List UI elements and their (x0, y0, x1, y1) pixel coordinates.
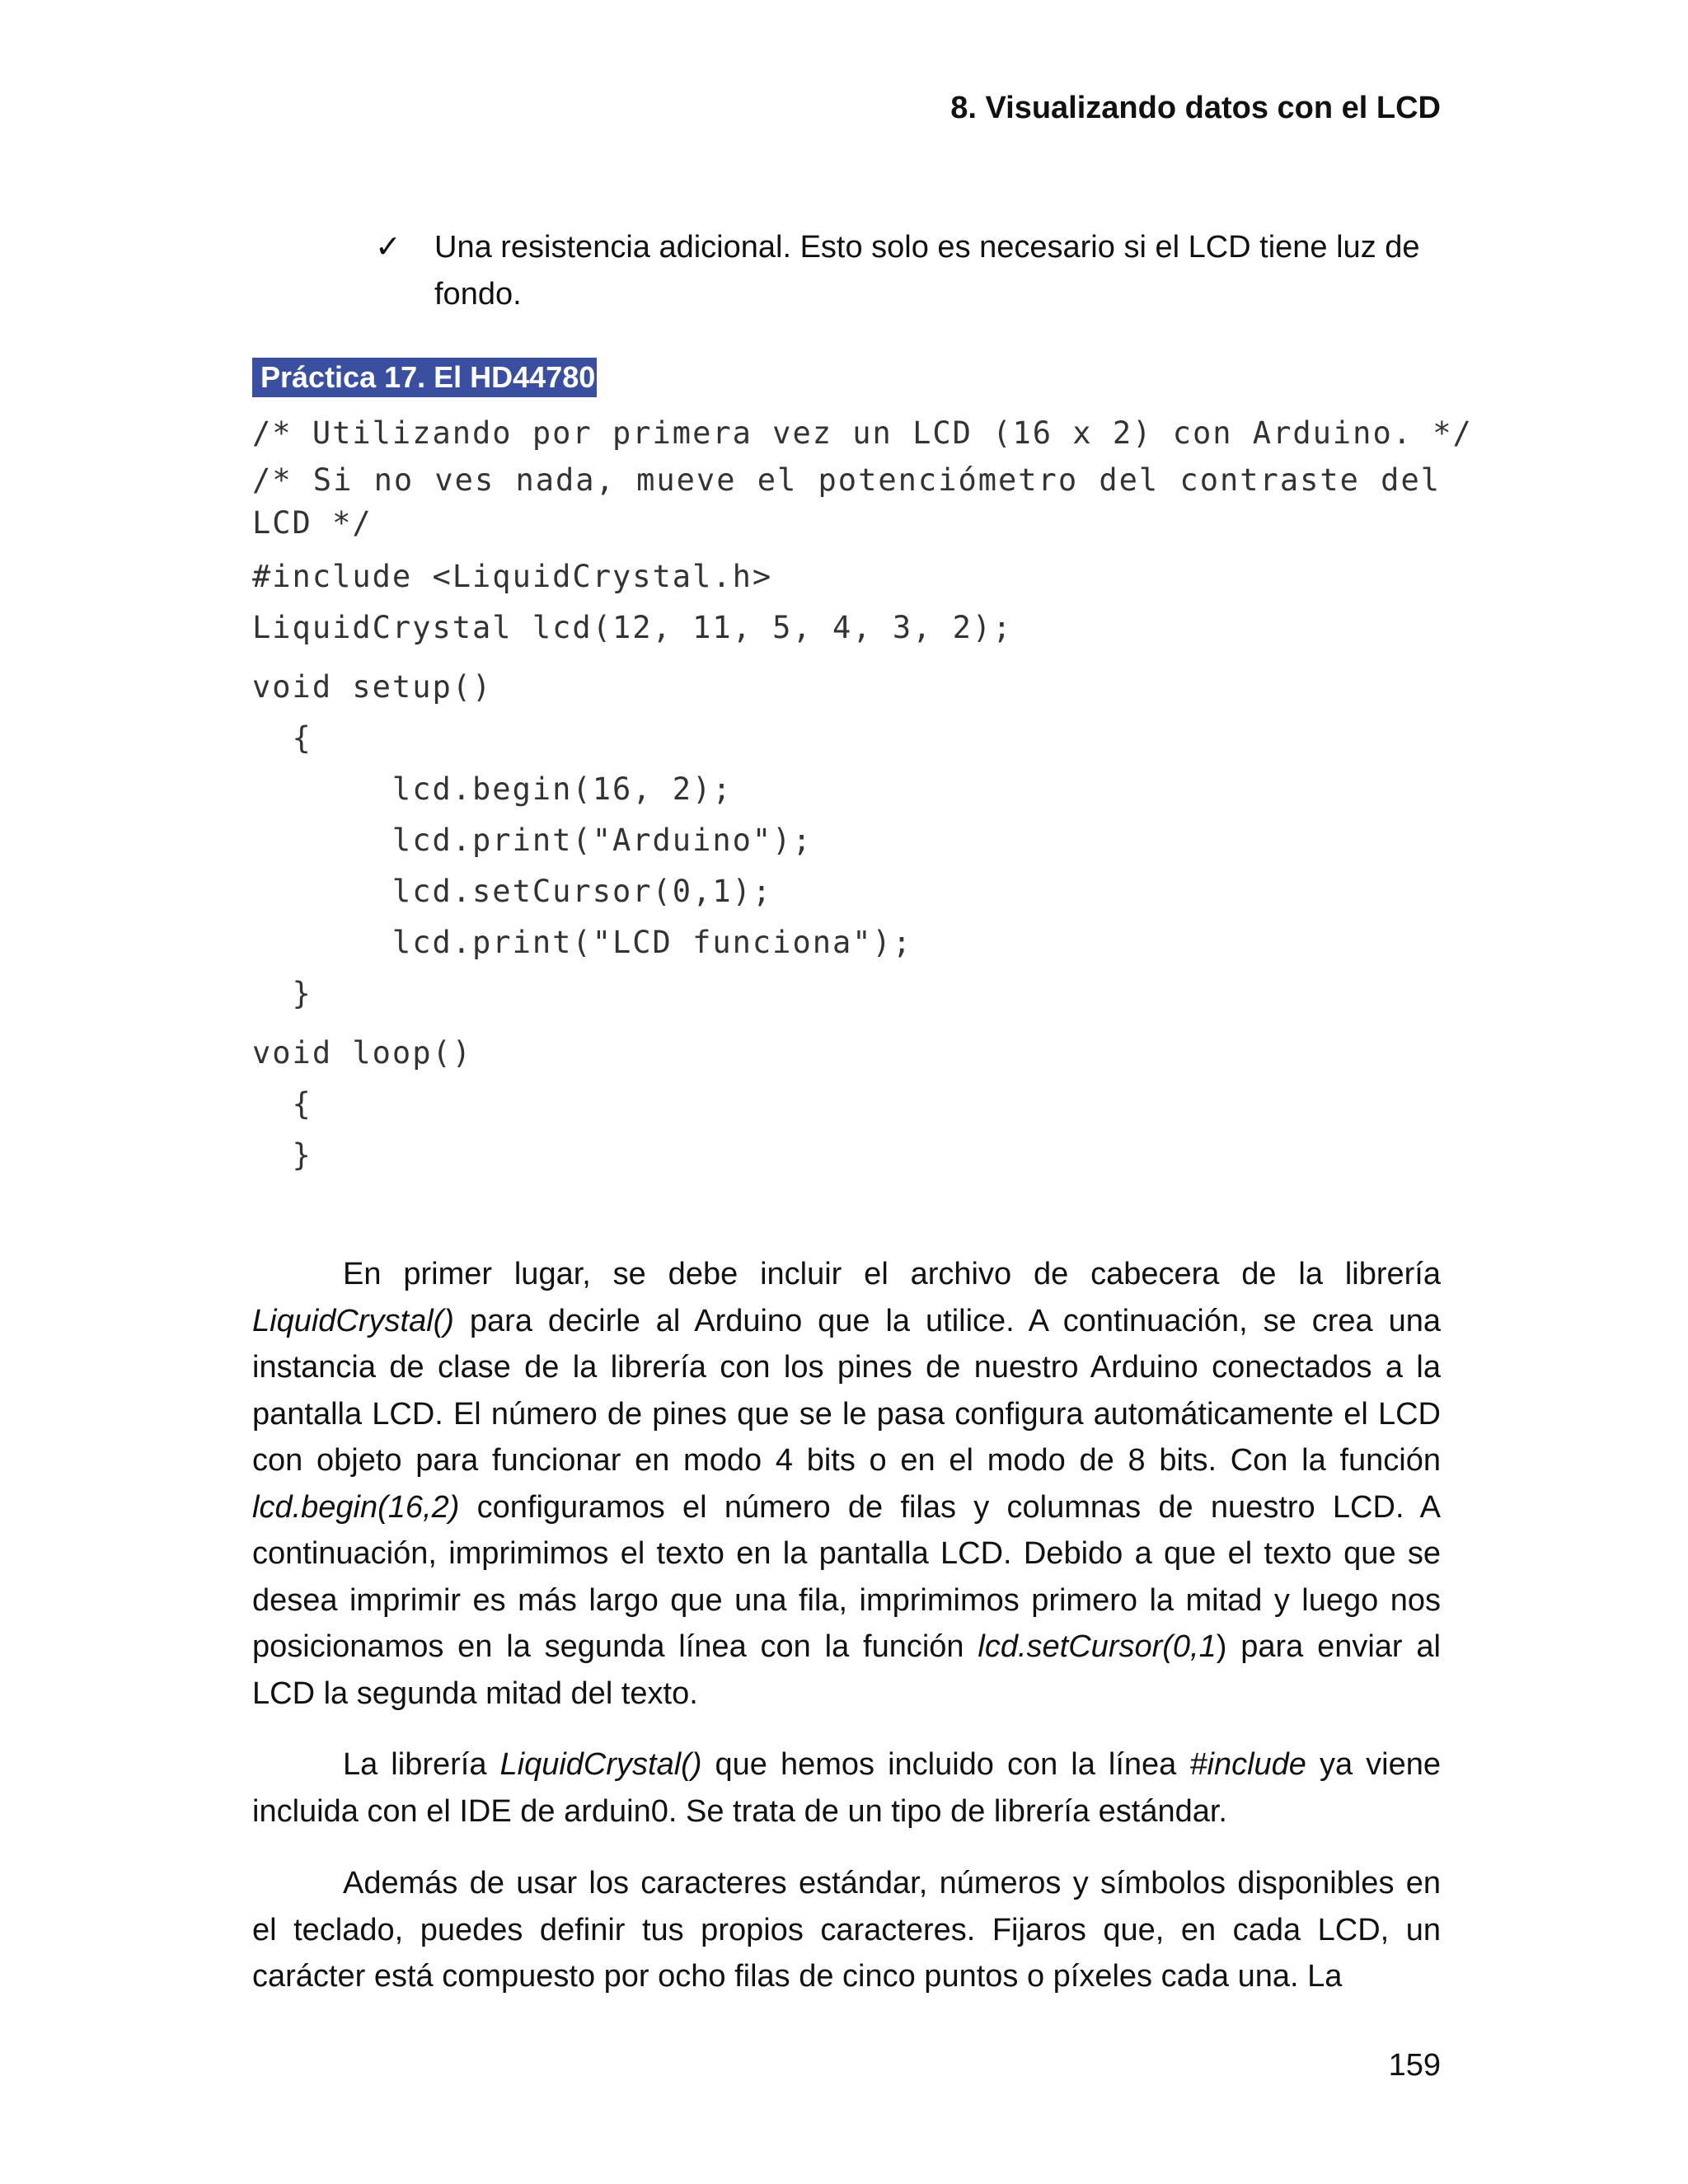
code-brace: } (252, 976, 312, 1011)
inline-code-term: lcd.setCursor(0,1 (978, 1629, 1217, 1664)
code-loop-signature: void loop() (252, 1035, 473, 1071)
code-declaration: LiquidCrystal lcd(12, 11, 5, 4, 3, 2); (252, 610, 1013, 645)
inline-code-term: #include (1189, 1747, 1306, 1782)
code-listing (252, 408, 1473, 1181)
requirement-text: Una resistencia adicional. Esto solo es necesario si el LCD tiene luz de fondo. (434, 230, 1420, 312)
code-statement: lcd.setCursor(0,1); (252, 874, 773, 909)
checkmark-icon: ✓ (375, 230, 401, 265)
paragraph-text: Además de usar los caracteres estándar, números y símbolos disponibles en el teclado, puedes definir tus propios caracteres. Fijaros que, en cada LCD, un carácter está compuesto por ocho filas de cinco puntos o píxeles cada una. La (252, 1866, 1441, 1994)
paragraph-text: En primer lugar, se debe incluir el archivo de cabecera de la librería (343, 1257, 1441, 1291)
code-include: #include <LiquidCrystal.h> (252, 559, 773, 594)
code-brace: } (252, 1137, 312, 1173)
code-statement: lcd.begin(16, 2); (252, 771, 733, 807)
paragraph-text: La librería (343, 1747, 500, 1782)
code-comment: /* Si no ves nada, mueve el potenciómetro del contraste del LCD */ (252, 462, 1441, 541)
code-statement: lcd.print("Arduino"); (252, 823, 813, 858)
paragraph (252, 1251, 1441, 1717)
inline-code-term: LiquidCrystal() (499, 1747, 702, 1782)
requirement-list-item (375, 224, 1441, 318)
chapter-header: 8. Visualizando datos con el LCD (950, 91, 1441, 125)
code-brace: { (252, 1086, 312, 1122)
paragraph-text: para decirle al Arduino que la utilice. A continuación, se crea una instancia de clase de la librería con los pines de nuestro Arduino conectados a la pantalla LCD. El número de pines que se le pasa configura automáticamente el LCD con objeto para funcionar en modo 4 bits o en el modo de 8 bits. Con la función (252, 1303, 1441, 1478)
practice-title: Práctica 17. El HD44780 (252, 358, 597, 397)
page-number: 159 (1388, 2048, 1441, 2083)
paragraph-text: ) para enviar al LCD la segunda mitad del texto. (252, 1629, 1441, 1711)
paragraph (252, 1860, 1441, 2000)
code-setup-signature: void setup() (252, 669, 493, 705)
inline-code-term: LiquidCrystal() (252, 1303, 454, 1338)
inline-code-term: lcd.begin(16,2) (252, 1489, 460, 1525)
paragraph (252, 1741, 1441, 1835)
code-comment: /* Utilizando por primera vez un LCD (16 x 2) con Arduino. */ (252, 415, 1473, 451)
paragraph-text: configuramos el número de filas y columnas de nuestro LCD. A continuación, imprimimos el texto en la pantalla LCD. Debido a que el texto que se desea imprimir es más largo que una fila, imprimimos primero la mitad y luego nos posicionamos en la segunda línea con la función (252, 1489, 1441, 1664)
code-brace: { (252, 720, 312, 756)
code-statement: lcd.print("LCD funciona"); (252, 925, 913, 960)
paragraph-text: ya viene incluida con el IDE de arduin0. Se trata de un tipo de librería estándar. (252, 1747, 1442, 1829)
paragraph-text: que hemos incluido con la línea (701, 1747, 1190, 1782)
